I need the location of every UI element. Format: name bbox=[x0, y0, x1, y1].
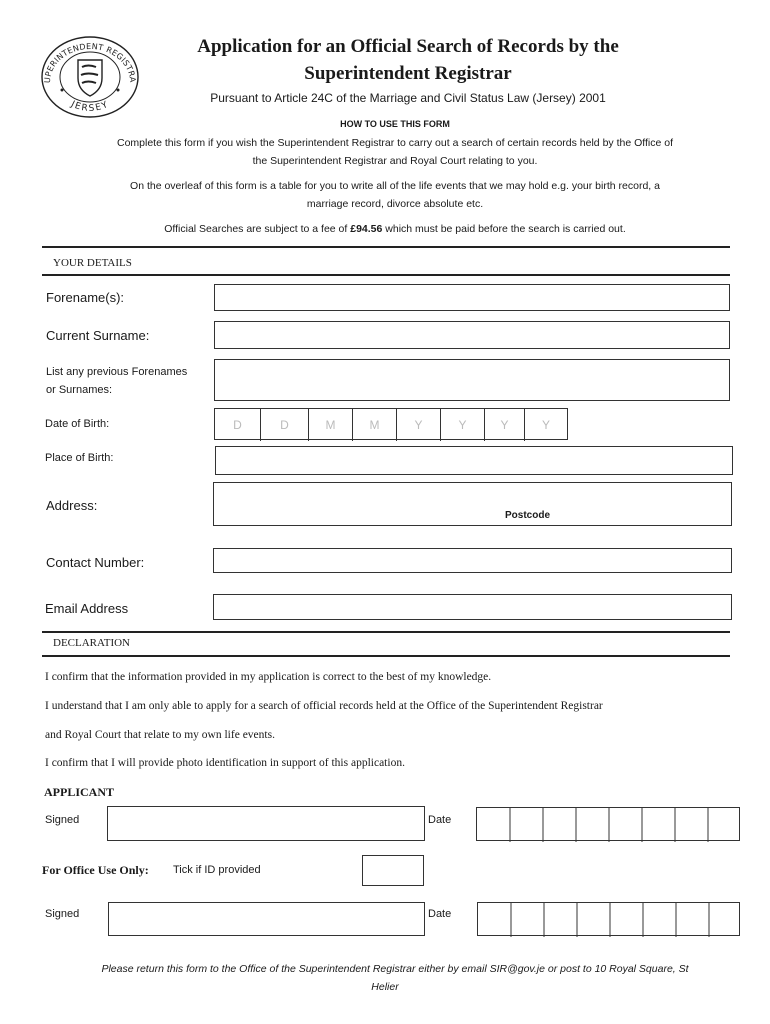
id-provided-checkbox[interactable] bbox=[362, 855, 424, 886]
registrar-seal bbox=[38, 34, 142, 120]
dob-cell-year[interactable]: Y bbox=[485, 409, 525, 441]
place-of-birth-input[interactable] bbox=[215, 446, 733, 475]
return-instructions-line2: Helier bbox=[371, 981, 399, 993]
dob-cell-day[interactable]: D bbox=[215, 409, 261, 441]
email-label: Email Address bbox=[45, 601, 129, 616]
instructions-para2-line2: marriage record, divorce absolute etc. bbox=[306, 198, 484, 210]
contact-number-label: Contact Number: bbox=[46, 555, 145, 570]
email-input[interactable] bbox=[213, 594, 732, 620]
previous-names-label-line1: List any previous Forenames bbox=[46, 366, 188, 378]
postcode-label: Postcode bbox=[505, 510, 551, 521]
return-instructions-line1: Please return this form to the Office of the Superintendent Registrar either by email SIR@gov.je or post to 10 Royal Square, St bbox=[101, 963, 689, 975]
your-details-heading: YOUR DETAILS bbox=[53, 257, 132, 269]
dob-cell-month[interactable]: M bbox=[353, 409, 397, 441]
divider bbox=[42, 274, 730, 276]
applicant-signature-field[interactable] bbox=[107, 806, 425, 841]
surname-input[interactable] bbox=[214, 321, 730, 349]
applicant-date-label: Date bbox=[428, 814, 452, 826]
dob-cell-day[interactable]: D bbox=[261, 409, 309, 441]
seal-bottom-text: JERSEY bbox=[69, 99, 111, 114]
address-label: Address: bbox=[46, 498, 98, 513]
dob-cell-year[interactable]: Y bbox=[397, 409, 441, 441]
instructions-para1-line1: Complete this form if you wish the Superintendent Registrar to carry out a search of certain records held by the Office of bbox=[117, 137, 673, 149]
divider bbox=[42, 655, 730, 657]
office-date-grid[interactable] bbox=[477, 902, 740, 936]
forenames-input[interactable] bbox=[214, 284, 730, 311]
instructions-para2-line1: On the overleaf of this form is a table for you to write all of the life events that we may hold e.g. your birth record, a bbox=[130, 180, 660, 192]
declaration-line1: I confirm that the information provided in my application is correct to the best of my knowledge. bbox=[45, 671, 492, 683]
office-signature-field[interactable] bbox=[108, 902, 425, 936]
tick-id-label: Tick if ID provided bbox=[173, 864, 261, 876]
how-to-heading: HOW TO USE THIS FORM bbox=[340, 119, 450, 129]
form-title-line2: Superintendent Registrar bbox=[304, 63, 512, 84]
office-use-heading: For Office Use Only: bbox=[42, 863, 149, 877]
place-of-birth-label: Place of Birth: bbox=[45, 452, 114, 464]
fee-amount: £94.56 bbox=[350, 223, 383, 235]
dob-input[interactable] bbox=[214, 408, 568, 440]
address-input[interactable] bbox=[213, 482, 732, 526]
dob-label: Date of Birth: bbox=[45, 418, 110, 430]
office-signed-label: Signed bbox=[45, 908, 80, 920]
surname-label: Current Surname: bbox=[46, 328, 150, 343]
applicant-signed-label: Signed bbox=[45, 814, 80, 826]
previous-names-label-line2: or Surnames: bbox=[46, 384, 113, 396]
fee-notice bbox=[20, 223, 770, 235]
declaration-line2: I understand that I am only able to apply for a search of official records held at the Office of the Superintendent Registrar bbox=[45, 700, 603, 712]
declaration-line4: I confirm that I will provide photo identification in support of this application. bbox=[45, 757, 405, 769]
fee-suffix: which must be paid before the search is carried out. bbox=[382, 223, 626, 235]
previous-names-input[interactable] bbox=[214, 359, 730, 401]
svg-text:SUPERINTENDENT REGISTRAR bbox=[38, 34, 137, 83]
dob-cell-year[interactable]: Y bbox=[441, 409, 485, 441]
applicant-heading: APPLICANT bbox=[44, 785, 115, 799]
instructions-para1-line2: the Superintendent Registrar and Royal Court relating to you. bbox=[252, 155, 538, 167]
declaration-heading: DECLARATION bbox=[53, 637, 130, 649]
dob-cell-year[interactable]: Y bbox=[541, 418, 550, 432]
form-title-line1: Application for an Official Search of Records by the bbox=[197, 36, 619, 57]
divider bbox=[42, 631, 730, 633]
declaration-line3: and Royal Court that relate to my own life events. bbox=[45, 729, 275, 741]
seal-top-text: UPERINTENDENT REGISTRA bbox=[42, 41, 138, 84]
form-subtitle: Pursuant to Article 24C of the Marriage and Civil Status Law (Jersey) 2001 bbox=[210, 91, 606, 105]
forenames-label: Forename(s): bbox=[46, 290, 125, 305]
contact-number-input[interactable] bbox=[213, 548, 732, 573]
dob-cell-month[interactable]: M bbox=[309, 409, 353, 441]
divider bbox=[42, 246, 730, 248]
svg-text:JERSEY bbox=[68, 99, 110, 114]
office-date-label: Date bbox=[428, 908, 452, 920]
applicant-date-grid[interactable] bbox=[476, 807, 740, 841]
fee-prefix: Official Searches are subject to a fee of bbox=[164, 223, 351, 235]
